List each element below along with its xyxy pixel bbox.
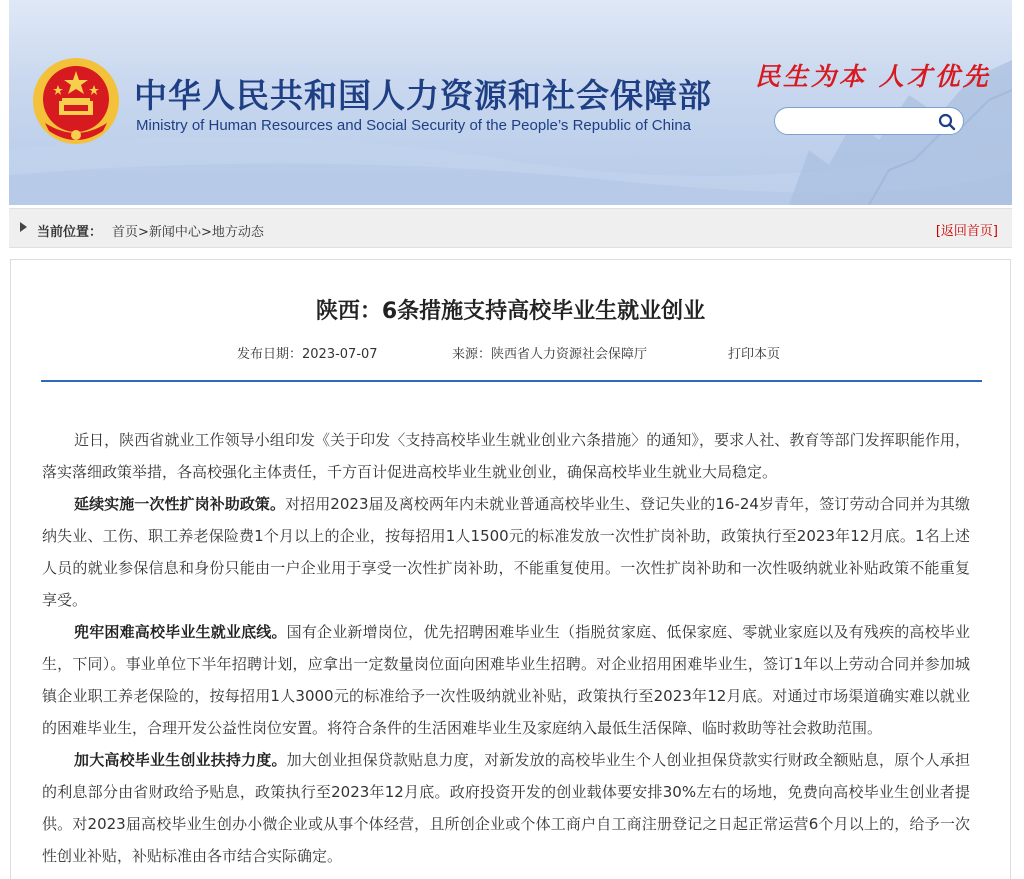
paragraph xyxy=(42,424,970,488)
paragraph xyxy=(42,488,970,616)
breadcrumb-separator: > xyxy=(138,225,149,240)
site-title-en: Ministry of Human Resources and Social Security of the People’s Republic of China xyxy=(136,117,691,134)
breadcrumb-home[interactable]: 首页 xyxy=(112,225,139,240)
paragraph-text: 近日，陕西省就业工作领导小组印发《关于印发〈支持高校毕业生就业创业六条措施〉的通知》，要求人社、教育等部门发挥职能作用，落实落细政策举措，各高校强化主体责任，千方百计促进高校毕业生就业创业，确保高校毕业生就业大局稳定。 xyxy=(42,431,970,481)
article-body xyxy=(42,424,970,872)
search-box xyxy=(774,107,964,135)
source-label: 来源： xyxy=(452,347,492,362)
search-icon[interactable] xyxy=(937,112,957,132)
title-divider xyxy=(41,380,982,382)
site-slogan: 民生为本 人才优先 xyxy=(755,62,991,91)
paragraph-text: 国有企业新增岗位，优先招聘困难毕业生（指脱贫家庭、低保家庭、零就业家庭以及有残疾的高校毕业生，下同）。事业单位下半年招聘计划，应拿出一定数量岗位面向困难毕业生招聘。对企业招用困难毕业生，签订1年以上劳动合同并参加城镇企业职工养老保险的，按每招用1人3000元的标准给予一次性吸纳就业补贴，政策执行至2023年12月底。对通过市场渠道确实难以就业的困难毕业生，合理开发公益性岗位安置。将符合条件的生活困难毕业生及家庭纳入最低生活保障、临时救助等社会救助范围。 xyxy=(42,623,970,737)
paragraph-lead: 加大高校毕业生创业扶持力度。 xyxy=(74,751,287,769)
back-home-container xyxy=(936,220,998,239)
breadcrumb-separator: > xyxy=(200,225,212,240)
paragraph-text: 对招用2023届及离校两年内未就业普通高校毕业生、登记失业的16-24岁青年，签订劳动合同并为其缴纳失业、工伤、职工养老保险费1个月以上的企业，按每招用1人1500元的标准发放一次性扩岗补助，政策执行至2023年12月底。1名上述人员的就业参保信息和身份只能由一户企业用于享受一次性扩岗补助，不能重复使用。一次性扩岗补助和一次性吸纳就业补贴政策不能重复享受。 xyxy=(42,495,970,609)
national-emblem-icon xyxy=(31,55,121,147)
publish-date-label: 发布日期： xyxy=(237,347,303,362)
site-title-cn: 中华人民共和国人力资源和社会保障部 xyxy=(134,76,712,115)
paragraph-lead: 延续实施一次性扩岗补助政策。 xyxy=(74,495,286,513)
print-page-link[interactable]: 打印本页 xyxy=(728,347,781,362)
source-value: 陕西省人力资源社会保障厅 xyxy=(491,347,648,362)
breadcrumb xyxy=(112,221,264,240)
breadcrumb-bar xyxy=(9,208,1012,248)
article-source xyxy=(452,343,647,362)
search-input[interactable] xyxy=(785,112,939,132)
paragraph-lead: 兜牢困难高校毕业生就业底线。 xyxy=(74,623,287,641)
publish-date xyxy=(237,343,378,362)
publish-date-value: 2023-07-07 xyxy=(302,347,378,362)
article-panel xyxy=(10,259,1011,879)
paragraph xyxy=(42,616,970,744)
breadcrumb-news-center[interactable]: 新闻中心 xyxy=(148,225,201,240)
paragraph-text: 加大创业担保贷款贴息力度，对新发放的高校毕业生个人创业担保贷款实行财政全额贴息，原个人承担的利息部分由省财政给予贴息，政策执行至2023年12月底。政府投资开发的创业载体要安排30%左右的场地，免费向高校毕业生创业者提供。对2023届高校毕业生创办小微企业或从事个体经营，且所创企业或个体工商户自工商注册登记之日起正常运营6个月以上的，给予一次性创业补贴，补贴标准由各市结合实际确定。 xyxy=(42,751,970,865)
article-title: 陕西：6条措施支持高校毕业生就业创业 xyxy=(315,299,706,324)
breadcrumb-local-news[interactable]: 地方动态 xyxy=(211,225,264,240)
site-header xyxy=(9,0,1012,205)
paragraph xyxy=(42,744,970,872)
location-label: 当前位置： xyxy=(37,225,103,240)
triangle-icon xyxy=(20,222,27,232)
back-home-link[interactable]: [返回首页] xyxy=(935,224,998,239)
